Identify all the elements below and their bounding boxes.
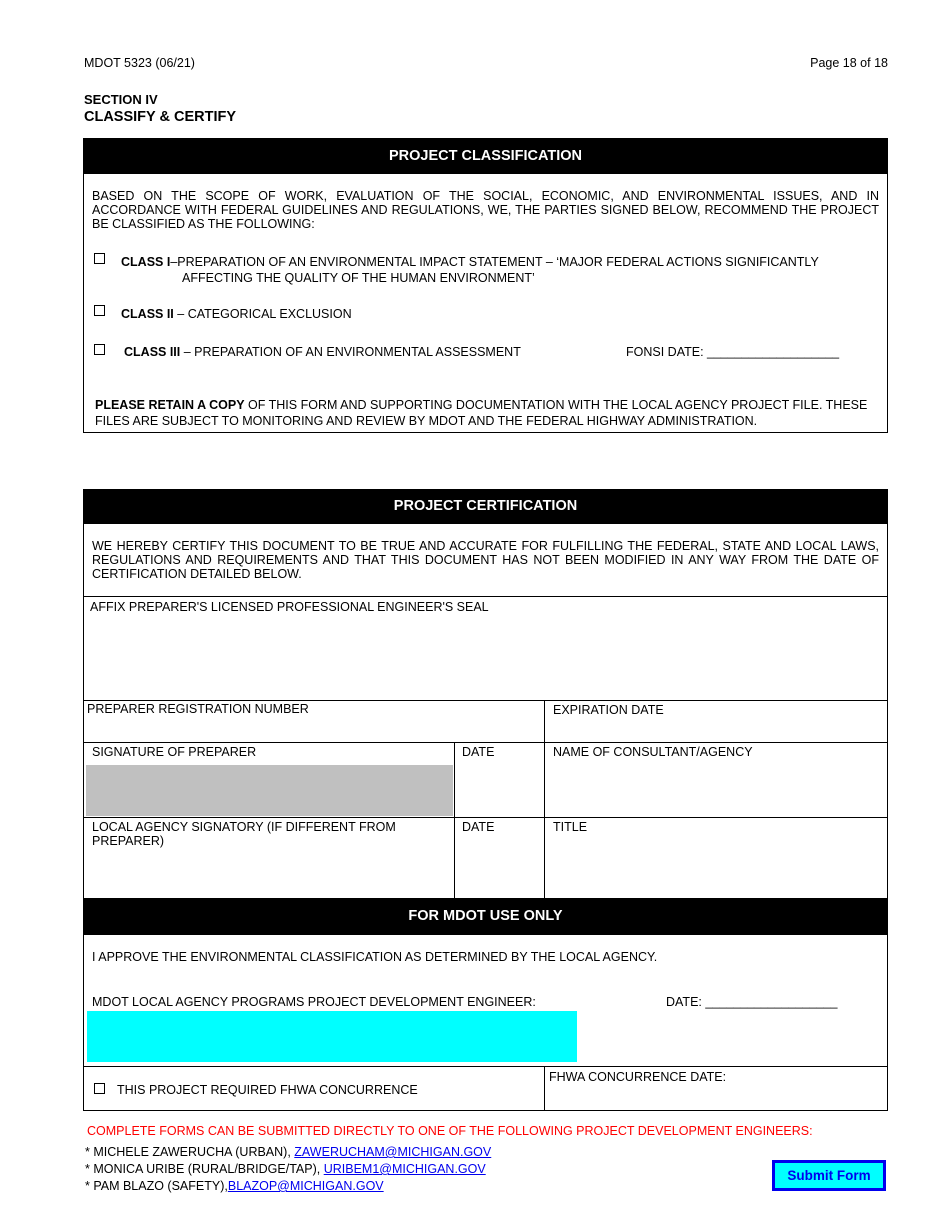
- class2-checkbox[interactable]: [94, 305, 105, 316]
- certification-title: PROJECT CERTIFICATION: [83, 489, 888, 524]
- divider: [83, 700, 888, 701]
- contact-email-link[interactable]: ZAWERUCHAM@MICHIGAN.GOV: [294, 1145, 492, 1159]
- classification-intro: BASED ON THE SCOPE OF WORK, EVALUATION OF THE SOCIAL, ECONOMIC, AND ENVIRONMENTAL ISSUES, AND IN ACCORDANCE WITH FEDERAL GUIDELINES AND REGULATIONS, WE, THE PARTIES SIGNED BELOW, RECOMMEND THE PROJECT BE CLASSIFIED AS THE FOLLOWING:: [92, 189, 879, 231]
- expiration-date-label: EXPIRATION DATE: [553, 703, 664, 717]
- signature-preparer-label: SIGNATURE OF PREPARER: [92, 745, 257, 759]
- submission-notice: COMPLETE FORMS CAN BE SUBMITTED DIRECTLY TO ONE OF THE FOLLOWING PROJECT DEVELOPMENT ENGINEERS:: [87, 1124, 813, 1138]
- fhwa-concurrence-checkbox[interactable]: [94, 1083, 105, 1094]
- date-label: DATE: [462, 820, 495, 834]
- class2-option: [121, 307, 352, 321]
- class2-text: – CATEGORICAL EXCLUSION: [173, 307, 352, 321]
- contact-row: [85, 1162, 486, 1176]
- submit-form-button[interactable]: Submit Form: [772, 1160, 886, 1191]
- date-label: DATE: [462, 745, 495, 759]
- section-title: CLASSIFY & CERTIFY: [84, 109, 236, 125]
- class3-option: [124, 345, 521, 359]
- class1-option: [121, 255, 861, 269]
- contact-name: * PAM BLAZO (SAFETY),: [85, 1179, 228, 1193]
- title-label: TITLE: [553, 820, 588, 834]
- divider: [454, 742, 455, 898]
- divider: [83, 1066, 888, 1067]
- classification-box: [83, 138, 888, 433]
- class1-checkbox[interactable]: [94, 253, 105, 264]
- engineer-label: MDOT LOCAL AGENCY PROGRAMS PROJECT DEVELOPMENT ENGINEER:: [92, 995, 536, 1009]
- seal-label: AFFIX PREPARER'S LICENSED PROFESSIONAL ENGINEER'S SEAL: [90, 600, 489, 614]
- seal-area: [83, 596, 888, 701]
- retain-copy-text: OF THIS FORM AND SUPPORTING DOCUMENTATION WITH THE LOCAL AGENCY PROJECT FILE. THESE FILES ARE SUBJECT TO MONITORING AND REVIEW BY MDOT AND THE FEDERAL HIGHWAY ADMINISTRATION.: [95, 398, 868, 428]
- class3-text: – PREPARATION OF AN ENVIRONMENTAL ASSESSMENT: [180, 345, 521, 359]
- contact-email-link[interactable]: URIBEM1@MICHIGAN.GOV: [323, 1162, 486, 1176]
- certification-intro: WE HEREBY CERTIFY THIS DOCUMENT TO BE TRUE AND ACCURATE FOR FULFILLING THE FEDERAL, STATE AND LOCAL LAWS, REGULATIONS AND REQUIREMENTS AND THAT THIS DOCUMENT HAS NOT BEEN MODIFIED IN ANY WAY FROM THE DATE OF CERTIFICATION DETAILED BELOW.: [92, 539, 879, 581]
- local-signatory-label: LOCAL AGENCY SIGNATORY (IF DIFFERENT FROM PREPARER): [92, 820, 396, 848]
- mdot-date-field[interactable]: DATE: ___________________: [666, 995, 838, 1009]
- divider: [83, 742, 888, 743]
- divider: [83, 817, 888, 818]
- class1-text: –PREPARATION OF AN ENVIRONMENTAL IMPACT STATEMENT – ‘MAJOR FEDERAL ACTIONS SIGNIFICANTLY: [170, 255, 819, 269]
- page-number: Page 18 of 18: [810, 56, 888, 70]
- retain-copy-notice: [95, 397, 875, 429]
- contact-email-link[interactable]: BLAZOP@MICHIGAN.GOV: [227, 1179, 384, 1193]
- approve-statement: I APPROVE THE ENVIRONMENTAL CLASSIFICATION AS DETERMINED BY THE LOCAL AGENCY.: [92, 950, 658, 964]
- divider: [544, 700, 545, 898]
- fhwa-concurrence-label: THIS PROJECT REQUIRED FHWA CONCURRENCE: [117, 1083, 418, 1097]
- contact-name: * MICHELE ZAWERUCHA (URBAN),: [85, 1145, 291, 1159]
- classification-title: PROJECT CLASSIFICATION: [83, 139, 888, 174]
- section-number: SECTION IV: [84, 92, 158, 107]
- retain-copy-bold: PLEASE RETAIN A COPY: [95, 398, 245, 412]
- class3-checkbox[interactable]: [94, 344, 105, 355]
- class2-label: CLASS II: [121, 307, 174, 321]
- class1-label: CLASS I: [121, 255, 171, 269]
- consultant-agency-label: NAME OF CONSULTANT/AGENCY: [553, 745, 753, 759]
- form-id: MDOT 5323 (06/21): [84, 56, 195, 70]
- class1-text-line2: AFFECTING THE QUALITY OF THE HUMAN ENVIRONMENT’: [182, 271, 535, 285]
- class3-label: CLASS III: [124, 345, 181, 359]
- preparer-signature-field[interactable]: [86, 765, 453, 816]
- engineer-signature-field[interactable]: [87, 1011, 577, 1062]
- fonsi-date-field[interactable]: FONSI DATE: ___________________: [626, 345, 840, 359]
- contact-row: [85, 1145, 491, 1159]
- contact-name: * MONICA URIBE (RURAL/BRIDGE/TAP),: [85, 1162, 321, 1176]
- contact-row: [85, 1179, 384, 1193]
- fhwa-date-label: FHWA CONCURRENCE DATE:: [549, 1070, 727, 1084]
- mdot-title: FOR MDOT USE ONLY: [83, 898, 888, 935]
- preparer-registration-label: PREPARER REGISTRATION NUMBER: [87, 702, 309, 716]
- divider: [544, 1066, 545, 1111]
